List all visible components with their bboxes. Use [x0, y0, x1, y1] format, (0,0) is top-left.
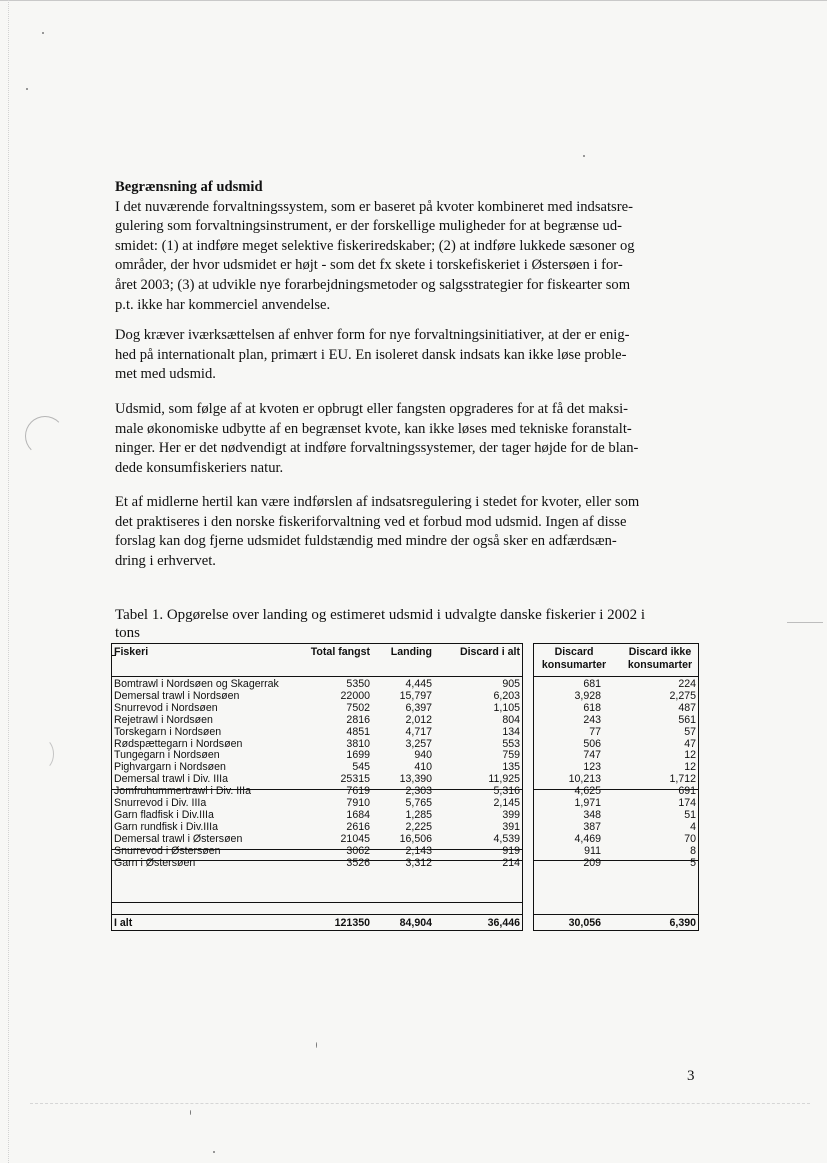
binder-hole-mark	[30, 738, 54, 770]
row-divider	[112, 902, 522, 903]
table-row	[534, 738, 698, 750]
total-discard-konsum: 30,056	[568, 917, 601, 929]
header-discard-total: Discard i alt	[459, 646, 520, 658]
cell-discard-ikke-konsum: 224	[678, 678, 696, 690]
paragraph-line: ninger. Her er det nødvendigt at indføre forvaltningssystemer, der tager højde for de blan-	[115, 440, 639, 457]
header-line: Discard ikke	[628, 646, 692, 658]
scan-edge-left	[8, 0, 9, 1163]
table-row	[534, 702, 698, 714]
cell-total-fangst: 7502	[346, 701, 370, 714]
table-total-row	[534, 917, 698, 929]
paragraph-line: det praktiseres i den norske fiskeriforvaltning ved et forbud mod udsmid. Ingen af disse	[115, 513, 627, 530]
cell-discard-konsum: 681	[583, 678, 601, 690]
discard-split-table	[533, 643, 699, 931]
cell-discard-total: 4,539	[493, 832, 520, 845]
cell-fiskeri: Garn fladfisk i Div.IIIa	[114, 808, 214, 821]
cell-discard-total: 135	[502, 761, 520, 774]
paragraph-line: dede konsumfiskeriers natur.	[115, 459, 284, 476]
total-landing: 84,904	[399, 917, 432, 929]
cell-discard-konsum: 3,928	[574, 689, 601, 702]
paragraph-line: dring i erhvervet.	[115, 552, 216, 569]
cell-discard-konsum: 10,213	[568, 773, 601, 786]
table-row	[112, 726, 522, 738]
cell-total-fangst: 2616	[346, 820, 370, 833]
scan-speck	[583, 155, 585, 157]
cell-discard-ikke-konsum: 2,275	[669, 689, 696, 702]
table-row	[112, 797, 522, 809]
cell-discard-ikke-konsum: 5	[690, 856, 696, 869]
cell-discard-total: 399	[502, 808, 520, 821]
table-header-row	[112, 646, 522, 658]
header-total-fangst: Total fangst	[310, 646, 370, 658]
cell-total-fangst: 5350	[346, 678, 370, 690]
cell-discard-konsum: 747	[583, 749, 601, 762]
cell-fiskeri: Tungegarn i Nordsøen	[114, 749, 220, 762]
cell-discard-konsum: 618	[583, 701, 601, 714]
table-row	[534, 845, 698, 857]
table-row	[534, 714, 698, 726]
cell-landing: 4,445	[405, 678, 432, 690]
paragraph	[115, 400, 710, 478]
cell-total-fangst: 2816	[346, 713, 370, 726]
scan-speck	[316, 1042, 317, 1048]
cell-fiskeri: Pighvargarn i Nordsøen	[114, 761, 226, 774]
cell-discard-konsum: 4,469	[574, 832, 601, 845]
table-row	[534, 833, 698, 845]
row-divider	[534, 860, 698, 861]
table-row	[112, 845, 522, 857]
table-row	[534, 749, 698, 761]
cell-total-fangst: 1684	[346, 808, 370, 821]
cell-discard-total: 2,145	[493, 797, 520, 809]
row-divider	[112, 860, 522, 861]
table-row	[112, 809, 522, 821]
cell-discard-total: 1,105	[493, 701, 520, 714]
cell-landing: 1,285	[405, 808, 432, 821]
row-divider	[534, 676, 698, 677]
paragraph-line: smidet: (1) at indføre meget selektive fiskeriredskaber; (2) at indføre lukkede sæsoner og	[115, 237, 635, 254]
scan-edge-top	[0, 0, 827, 1]
cell-discard-konsum: 77	[589, 725, 601, 738]
paragraph-line: met med udsmid.	[115, 366, 216, 383]
cell-fiskeri: Demersal trawl i Østersøen	[114, 832, 243, 845]
row-divider	[534, 789, 698, 790]
cell-discard-total: 391	[502, 820, 520, 833]
cell-discard-ikke-konsum: 70	[684, 832, 696, 845]
cell-discard-konsum: 209	[583, 856, 601, 869]
cell-total-fangst: 21045	[340, 832, 370, 845]
cell-landing: 5,765	[405, 797, 432, 809]
cell-discard-ikke-konsum: 57	[684, 725, 696, 738]
cell-landing: 3,257	[405, 737, 432, 750]
paragraph-line: I det nuværende forvaltningssystem, som er baseret på kvoter kombineret med indsatsre-	[115, 198, 633, 215]
cell-discard-total: 5,316	[493, 785, 520, 798]
cell-landing: 2,225	[405, 820, 432, 833]
cell-landing: 940	[414, 749, 432, 762]
table-row	[534, 726, 698, 738]
cell-total-fangst: 3526	[346, 856, 370, 869]
total-discard-ikke-konsum: 6,390	[669, 917, 696, 929]
cell-fiskeri: Bomtrawl i Nordsøen og Skagerrak	[114, 678, 279, 690]
section-heading: Begrænsning af udsmid	[115, 179, 263, 195]
scan-mark-right	[787, 622, 823, 623]
table-caption-line: Tabel 1. Opgørelse over landing og estimeret udsmid i udvalgte danske fiskerier i 2002 i	[115, 607, 646, 623]
binder-hole-mark	[25, 416, 65, 456]
cell-discard-total: 214	[502, 856, 520, 869]
cell-discard-konsum: 4,625	[574, 785, 601, 798]
table-caption	[115, 606, 715, 642]
table-row	[112, 678, 522, 690]
header-fiskeri: Fiskeri	[114, 646, 149, 658]
total-label: I alt	[114, 917, 133, 929]
cell-total-fangst: 3062	[346, 844, 370, 857]
paragraph-line: male økonomiske udbytte af en begrænset kvote, kan ikke løses med tekniske foranstalt-	[115, 420, 632, 437]
cell-discard-konsum: 911	[584, 844, 601, 857]
table-row	[534, 797, 698, 809]
cell-discard-total: 804	[502, 713, 520, 726]
cell-discard-ikke-konsum: 12	[684, 761, 696, 774]
header-discard-ikke-konsumarter	[622, 646, 698, 672]
cell-fiskeri: Snurrevod i Nordsøen	[114, 701, 218, 714]
cell-discard-ikke-konsum: 174	[678, 797, 696, 809]
cell-fiskeri: Garn rundfisk i Div.IIIa	[114, 820, 219, 833]
row-divider	[112, 849, 522, 850]
paragraph-line: hed på internationalt plan, primært i EU. En isoleret dansk indsats kan ikke løse proble-	[115, 346, 627, 363]
cell-discard-total: 919	[502, 844, 520, 857]
cell-landing: 2,303	[405, 785, 432, 798]
cell-landing: 13,390	[399, 773, 432, 786]
paragraph-line: gulering som forvaltningsinstrument, er der forskellige muligheder for at begrænse ud-	[115, 218, 623, 235]
table-row	[534, 690, 698, 702]
row-divider	[112, 789, 522, 790]
row-divider	[112, 914, 522, 915]
table-row	[534, 785, 698, 797]
cell-fiskeri: Snurrevod i Div. IIIa	[114, 797, 207, 809]
cell-fiskeri: Demersal trawl i Nordsøen	[114, 689, 240, 702]
header-line: Discard	[554, 646, 594, 658]
cell-discard-ikke-konsum: 47	[684, 737, 696, 750]
cell-total-fangst: 25315	[340, 773, 370, 786]
paragraph-line: Dog kræver iværksættelsen af enhver form for nye forvaltningsinitiativer, at der er enig-	[115, 327, 630, 343]
paragraph-line: områder, der hvor udsmidet er højt - som det fx skete i torskefiskeriet i Østersøen i for-	[115, 257, 623, 274]
cell-discard-ikke-konsum: 561	[678, 713, 696, 726]
paragraph-line: året 2003; (3) at udvikle nye forarbejdningsmetoder og salgsstrategier for fiskearter som	[115, 276, 631, 293]
total-discard: 36,446	[487, 917, 520, 929]
cell-fiskeri: Demersal trawl i Div. IIIa	[114, 773, 229, 786]
table-row	[534, 809, 698, 821]
table-row	[112, 785, 522, 797]
header-line: konsumarter	[541, 659, 607, 671]
cell-discard-total: 134	[502, 725, 520, 738]
paragraph	[115, 326, 710, 385]
cell-landing: 410	[414, 761, 432, 774]
cell-discard-konsum: 1,971	[574, 797, 601, 809]
table-row	[534, 678, 698, 690]
cell-fiskeri: Rejetrawl i Nordsøen	[114, 713, 213, 726]
page-number: 3	[687, 1068, 695, 1084]
cell-discard-konsum: 348	[583, 808, 601, 821]
cell-total-fangst: 1699	[346, 749, 370, 762]
cell-total-fangst: 545	[352, 761, 370, 774]
table-row	[112, 690, 522, 702]
cell-discard-ikke-konsum: 8	[690, 844, 696, 857]
table-row	[112, 714, 522, 726]
cell-discard-ikke-konsum: 691	[678, 785, 696, 798]
table-row	[112, 702, 522, 714]
table-row	[112, 738, 522, 750]
landing-table	[111, 643, 523, 931]
paragraph-line: Et af midlerne hertil kan være indførslen af indsatsregulering i stedet for kvoter, eller som	[115, 494, 640, 510]
cell-total-fangst: 22000	[340, 689, 370, 702]
paragraph-line: forslag kan dog fjerne udsmidet fuldstændig med mindre der også sker en adfærdsæn-	[115, 533, 617, 550]
table-caption-line: tons	[115, 625, 141, 641]
row-divider	[112, 676, 522, 677]
cell-landing: 16,506	[399, 832, 432, 845]
table-row	[534, 761, 698, 773]
cell-discard-ikke-konsum: 4	[690, 820, 696, 833]
cell-discard-total: 905	[502, 678, 520, 690]
row-divider	[112, 655, 116, 656]
cell-discard-konsum: 506	[583, 737, 601, 750]
cell-landing: 2,143	[405, 844, 432, 857]
cell-total-fangst: 4851	[346, 725, 370, 738]
table-row	[112, 773, 522, 785]
scan-edge-bottom	[30, 1103, 810, 1104]
table-row	[112, 761, 522, 773]
cell-total-fangst: 7910	[346, 797, 370, 809]
table-total-row	[112, 917, 522, 929]
header-landing: Landing	[390, 646, 432, 658]
cell-discard-ikke-konsum: 1,712	[669, 773, 696, 786]
scan-speck	[26, 88, 28, 90]
cell-landing: 3,312	[405, 856, 432, 869]
cell-fiskeri: Snurrevod i Østersøen	[114, 844, 221, 857]
cell-fiskeri: Rødspættegarn i Nordsøen	[114, 737, 243, 750]
cell-fiskeri: Garn i Østersøen	[114, 856, 196, 869]
table-row	[112, 749, 522, 761]
table-row	[534, 857, 698, 869]
cell-discard-total: 759	[502, 749, 520, 762]
scan-speck	[190, 1110, 191, 1115]
paragraph-line: Udsmid, som følge af at kvoten er opbrugt eller fangsten opgraderes for at få det maksi-	[115, 401, 629, 417]
cell-landing: 4,717	[405, 725, 432, 738]
scan-speck	[213, 1151, 215, 1153]
cell-fiskeri: Torskegarn i Nordsøen	[114, 725, 222, 738]
cell-discard-ikke-konsum: 12	[684, 749, 696, 762]
cell-landing: 15,797	[399, 689, 432, 702]
table-row	[534, 821, 698, 833]
table-row	[534, 773, 698, 785]
cell-discard-total: 11,925	[488, 773, 520, 786]
cell-discard-total: 553	[502, 737, 520, 750]
cell-discard-konsum: 243	[583, 713, 601, 726]
table-row	[112, 821, 522, 833]
scan-speck	[42, 32, 44, 34]
cell-discard-ikke-konsum: 487	[678, 701, 696, 714]
cell-total-fangst: 3810	[346, 737, 370, 750]
header-line: konsumarter	[627, 659, 693, 671]
cell-discard-konsum: 387	[583, 820, 601, 833]
cell-landing: 2,012	[405, 713, 432, 726]
cell-total-fangst: 7619	[346, 785, 370, 798]
cell-discard-ikke-konsum: 51	[684, 808, 696, 821]
total-total-fangst: 121350	[334, 917, 370, 929]
cell-fiskeri: Jomfruhummertrawl i Div. IIIa	[114, 785, 251, 798]
paragraph-line: p.t. ikke har kommerciel anvendelse.	[115, 296, 331, 313]
paragraph	[115, 493, 710, 571]
header-discard-konsumarter	[538, 646, 610, 672]
text-section	[115, 178, 710, 315]
cell-discard-total: 6,203	[493, 689, 520, 702]
cell-landing: 6,397	[405, 701, 432, 714]
table-row	[112, 857, 522, 869]
cell-discard-konsum: 123	[583, 761, 601, 774]
table-row	[112, 833, 522, 845]
row-divider	[534, 914, 698, 915]
